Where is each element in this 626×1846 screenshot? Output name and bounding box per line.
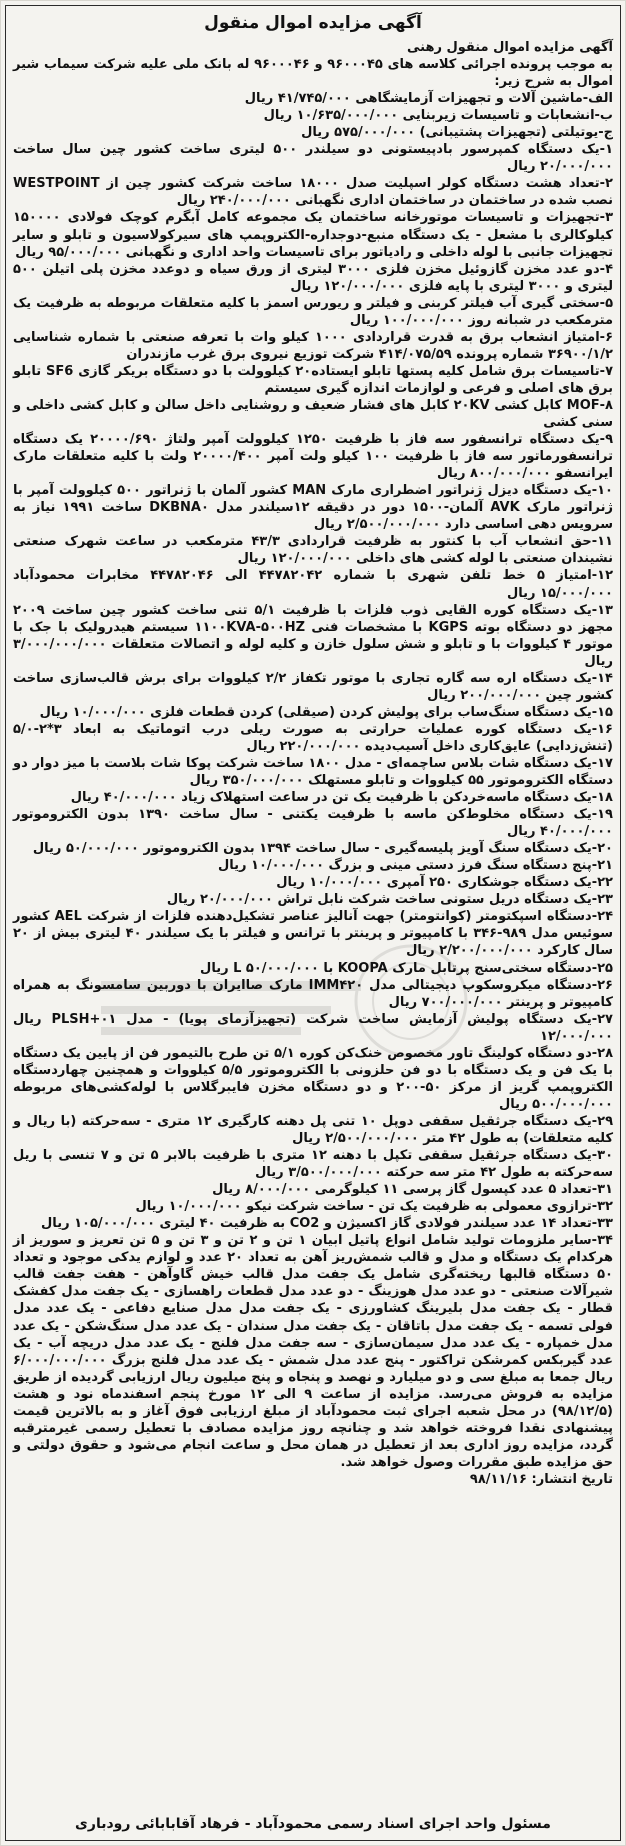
list-item: ۱۱-حق انشعاب آب با کنتور به ظرفیت قراردادی ۴۳/۳ مترمکعب در ساعت شهرک صنعتی نشیندان صنعتی با لوله کشی های داخلی ۱۲۰/۰۰۰/۰۰۰ ریال [13,534,613,567]
list-item: ۲۸-دو دستگاه کولینگ تاور مخصوص خنک‌کن کوره ۵/۱ تن طرح بالتیمور فن از پایین یک دستگاه با یک فن و یک دستگاه با دو فن حلزونی با الکتروموتور ۵/۵ کیلووات و همچنین چهاردستگاه الکتروپمپ گریز از مرکز ۵۰-۲۰۰ و دو دستگاه مخزن فایبرگلاس با لوله‌کشی‌های مربوطه ۵۰۰/۰۰۰/۰۰۰ ریال [13,1045,614,1112]
list-item: ۲۰-یک دستگاه سنگ آویز پلیسه‌گیری - سال ساخت ۱۳۹۴ بدون الکتروموتور ۵۰/۰۰۰/۰۰۰ ریال [32,841,613,857]
list-item: ۲-تعداد هشت دستگاه کولر اسپلیت صدل ۱۸۰۰۰ ساخت شرکت کشور چین از WESTPOINT نصب شده در ساختمان در ساختمان اداری نگهبانی ۲۴۰/۰۰۰/۰۰۰ ریال [13,176,613,209]
list-item: ۲۴-دستگاه اسپکتومتر (کوانتومتر) جهت آنالیز عناصر تشکیل‌دهنده فلزات از شرکت AEL کشور سوئیس مدل ۹۸۹-۳۴۶ با کامپیوتر و پرینتر با ترانس و فیلتر با یک سیلندر ۴۰ لیتری بیش از ۲۰ سال کارکرد ۲/۲۰۰/۰۰۰/۰۰۰ ریال [13,909,614,959]
list-item: ۲۳-یک دستگاه دریل ستونی ساخت شرکت نابل تراش ۲۰/۰۰۰/۰۰۰ ریال [166,892,613,908]
list-item: ۳۳-تعداد ۱۴ عدد سیلندر فولادی گاز اکسیژن و CO2 به ظرفیت ۴۰ لیتری ۱۰۵/۰۰۰/۰۰۰ ریال [41,1216,613,1232]
list-item: ۳۱-تعداد ۵ عدد کپسول گاز پرسی ۱۱ کیلوگرمی ۸/۰۰۰/۰۰۰ ریال [212,1182,613,1198]
list-item: ۲۶-دستگاه میکروسکوپ دیجیتالی مدل IMM۴۲۰ مارک صاایران با دوربین سامسونگ به همراه کامپیوتر و پرینتر ۷۰۰/۰۰۰/۰۰۰ ریال [13,977,613,1010]
list-item: ۲۵-دستگاه سختی‌سنج پرتابل مارک KOOPA با L ۵۰/۰۰۰/۰۰۰ ریال [200,960,613,976]
list-item: ۱۸-یک دستگاه ماسه‌خردکن با ظرفیت یک تن در ساعت استهلاک زیاد ۴۰/۰۰۰/۰۰۰ ریال [70,790,613,806]
list-item: ۲۲-یک دستگاه جوشکاری ۲۵۰ آمپری ۱۰/۰۰۰/۰۰۰ ریال [276,875,613,891]
ad-signature: مسئول واحد اجرای اسناد رسمی محمودآباد - فرهاد آقابابائی رودباری [75,1816,551,1832]
list-item: ۱۶-یک دستگاه کوره عملیات حرارتی به صورت ریلی درب اتوماتیک به ابعاد ۳*۲-۵/۰ (تنش‌زدایی) عایق‌کاری داخل آسیب‌دیده ۲۲۰/۰۰۰/۰۰۰ ریال [13,721,613,754]
list-item: ۲۹-یک دستگاه جرثقیل سقفی دوپل ۱۰ تنی پل دهنه کارگیری ۱۲ متری - سه‌حرکته (با ریال و کلیه متعلقات) به طول ۴۲ متر ۲/۵۰۰/۰۰۰/۰۰۰ ریال [13,1113,614,1146]
list-item: ۱۹-یک دستگاه مخلوط‌کن ماسه با ظرفیت یکتنی - سال ساخت ۱۳۹۰ بدون الکتروموتور ۴۰/۰۰۰/۰۰۰ ریال [13,807,613,840]
list-item: ۱۲-امتیاز ۵ خط تلفن شهری با شماره ۴۴۷۸۲۰۴۲ الی ۴۴۷۸۲۰۴۶ مخابرات محمودآباد ۱۵/۰۰۰/۰۰۰ ریال [13,568,614,601]
list-item: ۸-MOF کابل کشی ۲۰KV کابل های فشار ضعیف و روشنایی داخل سالن و کابل کشی داخلی و سنی کشی [13,397,613,431]
list-item: ۱۴-یک دستگاه اره سه گاره تجاری با موتور تکفاز ۲/۲ کیلووات برای برش قالب‌سازی ساخت کشور چین ۲۰۰/۰۰۰/۰۰۰ ریال [13,670,613,703]
list-item: ۱-یک دستگاه کمپرسور بادپیستونی دو سیلندر ۵۰۰ لیتری ساخت کشور چین سال ساخت ۲۰/۰۰۰/۰۰۰ ریال [13,142,613,175]
list-item: ۹-یک دستگاه ترانسفور سه فاز با ظرفیت ۱۲۵۰ کیلوولت آمپر ولتاژ ۲۰۰۰۰/۶۹۰ یک دستگاه ترانسفورماتور سه فاز با ظرفیت ۱۰۰ کیلو ولت آمپر ۲۰۰۰۰/۴۰۰ ولت با کلیه متعلقات مارک ایرانسفو ۸۰۰/۰۰۰/۰۰۰ ریال [13,432,613,482]
ad-heading: آگهی مزایده اموال منقول [204,13,422,33]
list-item: ۱۰-یک دستگاه دیزل ژنراتور اضطراری مارک MAN کشور آلمان با ژنراتور ۵۰۰ کیلوولت آمپر با ژنراتور مارک AVK آلمان-۱۵۰۰ دور در دقیقه ۱۲سیلندر مدل DKBNA۰ ساخت ۱۹۹۱ نیاز به سرویس دهی اساسی دارد ۲/۵۰۰/۰۰۰/۰۰۰ ریال [13,483,613,533]
list-item: ۱۷-یک دستگاه شات بلاس ساچمه‌ای - مدل ۱۸۰۰ ساخت شرکت پوکا شات بلاست با میز دوار دو دستگاه الکتروموتور ۵۵ کیلووات و تابلو مستهلک ۳۵۰/۰۰۰/۰۰۰ ریال [13,755,613,789]
list-item: ۲۷-یک دستگاه پولیش آزمایش ساخت شرکت (تجهیزآزمای پویا) - مدل PLSH+۰۱ ریال ۱۲/۰۰۰/۰۰۰ [13,1011,613,1044]
list-item: ۱۳-یک دستگاه کوره القایی ذوب فلزات با ظرفیت ۵/۱ تنی ساخت کشور چین ساخت ۲۰۰۹ مجهز دو دستگاه بوته KGPS با مشخصات فنی ۱۱۰۰KVA-۵۰۰HZ سیستم هیدرولیک با جک با موتور ۴ کیلووات با و تابلو و شش سلول خازن و کلیه لوله و اتصالات متعلقات ۳/۰۰۰/۰۰۰/۰۰۰ ریال [13,602,613,669]
intro-line: ب-انشعابات و تاسیسات زیربنایی ۱۰/۶۳۵/۰۰۰/۰۰۰ ریال [263,108,613,124]
ad-body [13,39,613,1488]
list-item: ۲۱-پنج دستگاه سنگ فرز دستی مینی و بزرگ ۱۰/۰۰۰/۰۰۰ ریال [217,858,613,874]
intro-line: الف-ماشین آلات و تجهیزات آزمایشگاهی ۴۱/۷۴۵/۰۰۰ ریال [244,91,613,107]
intro-line: به موجب پرونده اجرائی کلاسه های ۹۶۰۰۰۴۵ و ۹۶۰۰۰۴۶ له بانک ملی علیه شرکت سیماب شیر اموال به شرح زیر: [13,57,613,90]
list-item: ۳۲-ترازوی معمولی به ظرفیت یک تن - ساخت شرکت نیکو ۱۰/۰۰۰/۰۰۰ ریال [135,1199,613,1215]
list-item: ۳-تجهیزات و تاسیسات موتورخانه ساختمان یک مجموعه کامل آبگرم کوچک فولادی ۱۵۰۰۰۰ کیلوکالری با مشعل - یک دستگاه منبع-دوجداره-الکتروپمپ های سیرکولاسیون و تابلو و سایر تجهیزات جانبی با لوله داخلی و رادیاتور برای تاسیسات واحد اداری و نگهبانی ۹۵/۰۰۰/۰۰۰ ریال [13,210,613,260]
list-item: ۶-امتیاز انشعاب برق به قدرت قراردادی ۱۰۰۰ کیلو وات با تعرفه صنعتی با شماره شناسایی ۳۶۹۰۰/۱/۲ شماره پرونده ۴۱۴/۰۷۵/۵۹ شرکت توزیع نیروی برق غرب مازندران [13,329,614,362]
intro-title: آگهی مزایده اموال منقول رهنی [406,40,613,55]
list-item: ۷-تاسیسات برق شامل کلیه پستها تابلو ایستاده۲۰ کیلوولت با دو دستگاه بریکر گازی SF6 تابلو برق های اصلی و فرعی و لوازمات اندازه گیری سیستم [13,363,613,396]
list-item: ۳۰-یک دستگاه جرثقیل سقفی تکپل با دهنه ۱۲ متری با ظرفیت بالابر ۵ تن و ۷ تنسی با ریل سه‌حرکته به طول ۴۲ متر سه حرکته ۳/۵۰۰/۰۰۰/۰۰۰ ریال [13,1148,614,1181]
list-item: ۴-دو عدد مخزن گازوئیل مخزن فلزی ۳۰۰۰ لیتری از ورق سیاه و دوعدد مخزن پلی اتیلن ۵۰۰ لیتری و ۳۰۰۰ لیتری با پایه فلزی ۱۲۰/۰۰۰/۰۰۰ ریال [13,261,613,294]
list-item: ۳۴-سایر ملزومات تولید شامل انواع پاتیل ابیان ۱ تن و ۲ تن و ۳ تن و ۵ تن تعریز و سوریز از هرکدام یک دستگاه و مدل و قالب شمش‌ریز آهن به تعداد ۲۰ عدد و لوازم یدکی موجود و تعداد ۵۰ دستگاه قالبها ریخته‌گری شامل یک جفت مدل قالب خیش گاوآهن - هفت جفت قالب شیرآلات صنعتی - دو عدد مدل هوزینگ - دو عدد مدل قطعات راهسازی - یک جفت مدل کفشک قطار - یک جفت مدل بلیرینگ کشاورزی - یک جفت مدل مدل صنایع دفاعی - یک عدد مدل فولی تسمه - یک جفت مدل باتاقان - یک جفت مدل سندان - یک عدد مدل سنگ‌شکن - یک عدد مدل خمپاره - یک عدد مدل سیمان‌سازی - سه جفت مدل فلنج - یک عدد مدل دریچه آب - یک عدد گیربکس کمرشکن تراکتور - پنج عدد مدل شمش - یک عدد مدل فلنج بزرگ ۶/۰۰۰/۰۰۰/۰۰۰ ریال جمعا به مبلغ سی و دو میلیارد و نهصد و پنجاه و پنج میلیون ریال ارزیابی گردیده از طریق مزایده به فروش می‌رسد. مزایده از ساعت ۹ الی ۱۲ مورخ پنجم اسفندماه نود و هشت (۹۸/۱۲/۵) در محل شعبه اجرای ثبت محمودآباد از مبلغ ارزیابی فوق آغاز و به بالاترین قیمت پیشنهادی نقدا فروخته خواهد شد و چنانچه روز مزایده مصادف با تعطیل رسمی غیرمترقبه گردد، مزایده روز اداری بعد از تعطیل در همان محل و ساعت انجام می‌شود و حقوق دولتی و حق مزایده طبق مقررات وصول خواهد شد. [13,1233,614,1470]
publish-date: تاریخ انتشار: ۹۸/۱۱/۱۶ [469,1471,613,1487]
intro-line: ج-یوتیلتی (تجهیزات پشتیبانی) ۵۷۵/۰۰۰/۰۰۰ ریال [301,125,613,141]
list-item: ۱۵-یک دستگاه سنگ‌ساب برای پولیش کردن (صیقلی) کردن قطعات فلزی ۱۰/۰۰۰/۰۰۰ ریال [39,704,613,720]
list-item: ۵-سختی گیری آب فیلتر کربنی و فیلتر و ریورس اسمز با کلیه متعلقات مربوطه به ظرفیت یک مترمکعب در شبانه روز ۱۰۰/۰۰۰/۰۰۰ ریال [13,295,613,328]
